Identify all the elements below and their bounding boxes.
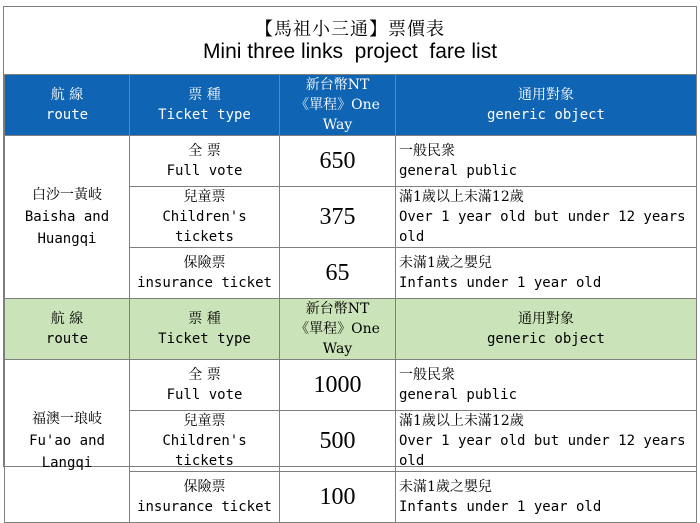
ticket-type-en: Children's tickets xyxy=(162,209,247,245)
fare-cell xyxy=(280,411,396,472)
header-type-en: Ticket type xyxy=(158,107,251,123)
route-en-line1: Baisha and xyxy=(24,209,110,225)
route-en-line1: Fu'ao and xyxy=(29,433,105,449)
ticket-type-cell xyxy=(130,248,280,299)
header-fare xyxy=(280,75,396,136)
ticket-type-zh: 保險票 xyxy=(183,255,226,271)
ticket-type-en: Children's tickets xyxy=(162,433,247,469)
object-en: Over 1 year old but under 12 years old xyxy=(399,209,686,245)
ticket-type-zh: 兒童票 xyxy=(183,413,226,429)
header-route-en: route xyxy=(45,107,89,123)
ticket-type-cell xyxy=(130,411,280,472)
fare-value: 65 xyxy=(325,260,350,286)
section-header-row xyxy=(5,75,697,136)
object-cell xyxy=(396,411,697,472)
header-object xyxy=(396,299,697,360)
object-cell xyxy=(396,187,697,248)
header-fare xyxy=(280,299,396,360)
header-object xyxy=(396,75,697,136)
fare-value: 650 xyxy=(319,148,356,174)
object-en: Over 1 year old but under 12 years old xyxy=(399,433,686,469)
ticket-type-cell xyxy=(130,187,280,248)
ticket-type-en: Full vote xyxy=(166,387,243,403)
object-cell xyxy=(396,248,697,299)
header-object-en: generic object xyxy=(486,107,605,123)
header-fare-en: 《單程》One Way xyxy=(295,321,380,357)
fare-sheet xyxy=(3,6,697,515)
header-fare-en: 《單程》One Way xyxy=(295,97,380,133)
route-zh: 福澳一琅岐 xyxy=(32,411,102,427)
object-cell xyxy=(396,472,697,523)
object-en: Infants under 1 year old xyxy=(399,499,602,515)
header-type-zh: 票 種 xyxy=(188,87,221,103)
route-en-line2: Huangqi xyxy=(37,231,97,247)
ticket-type-cell xyxy=(130,472,280,523)
object-zh: 滿1歲以上未滿12歲 xyxy=(399,189,524,205)
object-en: general public xyxy=(399,163,518,179)
route-cell xyxy=(5,360,130,523)
route-zh: 白沙一黃岐 xyxy=(32,187,102,203)
ticket-type-en: insurance ticket xyxy=(137,275,272,291)
object-zh: 一般民衆 xyxy=(399,143,455,159)
ticket-type-cell xyxy=(130,136,280,187)
title-block xyxy=(4,7,696,74)
title-english: Mini three links project fare list xyxy=(202,40,498,63)
header-ticket-type xyxy=(130,75,280,136)
fare-cell xyxy=(280,360,396,411)
object-zh: 一般民衆 xyxy=(399,367,455,383)
header-object-zh: 通用對象 xyxy=(518,87,574,103)
fare-value: 500 xyxy=(319,428,356,454)
object-en: general public xyxy=(399,387,518,403)
route-cell xyxy=(5,136,130,299)
section-header-row xyxy=(5,299,697,360)
ticket-type-cell xyxy=(130,360,280,411)
fare-value: 100 xyxy=(319,484,356,510)
header-object-en: generic object xyxy=(486,331,605,347)
fare-table xyxy=(4,74,697,523)
fare-cell xyxy=(280,248,396,299)
fare-row xyxy=(5,136,697,187)
route-en-line2: Langqi xyxy=(41,455,93,471)
header-object-zh: 通用對象 xyxy=(518,311,574,327)
header-type-en: Ticket type xyxy=(158,331,251,347)
header-fare-zh: 新台幣NT xyxy=(305,301,370,317)
fare-value: 1000 xyxy=(313,372,362,398)
ticket-type-en: insurance ticket xyxy=(137,499,272,515)
object-cell xyxy=(396,360,697,411)
header-ticket-type xyxy=(130,299,280,360)
title-chinese: 【馬祖小三通】票價表 xyxy=(255,19,445,40)
object-en: Infants under 1 year old xyxy=(399,275,602,291)
header-route-en: route xyxy=(45,331,89,347)
header-type-zh: 票 種 xyxy=(188,311,221,327)
object-zh: 未滿1歲之嬰兒 xyxy=(399,479,492,495)
fare-cell xyxy=(280,136,396,187)
ticket-type-zh: 保險票 xyxy=(183,479,226,495)
header-route-zh: 航 線 xyxy=(50,311,84,327)
ticket-type-zh: 兒童票 xyxy=(183,189,226,205)
ticket-type-zh: 全 票 xyxy=(188,143,221,159)
ticket-type-zh: 全 票 xyxy=(188,367,221,383)
header-route xyxy=(5,75,130,136)
ticket-type-en: Full vote xyxy=(166,163,243,179)
fare-value: 375 xyxy=(319,204,356,230)
header-fare-zh: 新台幣NT xyxy=(305,77,370,93)
header-route xyxy=(5,299,130,360)
object-zh: 未滿1歲之嬰兒 xyxy=(399,255,492,271)
header-route-zh: 航 線 xyxy=(50,87,84,103)
fare-cell xyxy=(280,472,396,523)
object-cell xyxy=(396,136,697,187)
fare-cell xyxy=(280,187,396,248)
fare-row xyxy=(5,360,697,411)
object-zh: 滿1歲以上未滿12歲 xyxy=(399,413,524,429)
